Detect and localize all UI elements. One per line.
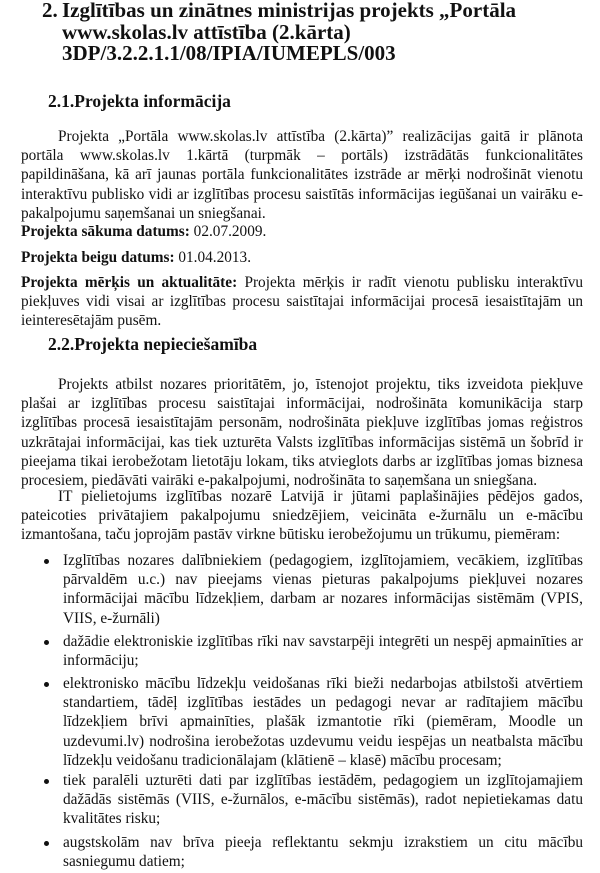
necessity-paragraph-1: Projekts atbilst nozares prioritātēm, jo, īstenojot projektu, tiks izveidota piekļuve plašai ar izglītības procesu saistītajai informācijai, nodrošināta komunikācija starp izglītības procesā iesaistītajām personām, nodrošināta piekļuve izglītības jomas reģistros uzkrātajai informācijai, kas tiek uzturēta Valsts izglītības informācijas sistēmā un šobrīd ir pieejama tikai ierobežotam lietotāju lokam, tiks atvieglots darbs ar izglītības jomas biznesa procesiem, piedāvāti vairāki e-pakalpojumi, nodrošināta to saņemšana un sniegšana. (21, 376, 583, 490)
heading-line-3: 3DP/3.2.2.1.1/08/IPIA/IUMEPLS/003 (62, 41, 396, 65)
heading-line-2: www.skolas.lv attīstība (2.kārta) (62, 19, 351, 44)
bullet-icon (44, 779, 49, 784)
section-2-2-title: 2.2.Projekta nepieciešamība (48, 334, 258, 354)
necessity-paragraph-2: IT pielietojums izglītības nozarē Latvijā ir jūtami paplašinājies pēdējos gados, pateicoties privātajiem pakalpojumu sniedzējiem, veicināta e-žurnālu un e-mācību izmantošana, taču joprojām pastāv virkne būtisku ierobežojumu un trūkumu, piemēram: (21, 488, 583, 544)
bullet-icon (44, 682, 49, 687)
project-start-date (21, 222, 583, 241)
section-2-1-title: 2.1.Projekta informācija (48, 91, 231, 111)
bullet-icon (44, 640, 49, 645)
heading-line-1: Izglītības un zinātnes ministrijas projekts „Portāla (62, 0, 517, 22)
goal-label: Projekta mērķis un aktualitāte: (21, 274, 238, 291)
list-item: augstskolām nav brīva pieeja reflektantu sekmju izrakstiem un citu mācību sasniegumu datiem; (63, 833, 583, 871)
list-item: dažādie elektroniskie izglītības rīki nav savstarpēji integrēti un nespēj apmainīties ar informāciju; (63, 632, 583, 670)
goal-value: Projekta mērķis ir radīt vienotu publisku interaktīvu piekļuves vidi visai ar izglītības procesu saistītajai informācijai procesā iesaistītajām un ieinteresētajām pusēm. (21, 274, 583, 330)
end-date-value: 01.04.2013. (174, 249, 252, 266)
project-goal (21, 273, 583, 331)
heading-number: 2. (42, 0, 58, 22)
bullet-icon (44, 841, 49, 846)
bullet-icon (44, 559, 49, 564)
main-heading (42, 0, 592, 65)
list-item: Izglītības nozares dalībniekiem (pedagogiem, izglītojamiem, vecākiem, izglītības pārvaldēm u.c.) nav pieejams vienas pieturas pakalpojums piekļuvei nozares informācijai mācību līdzekļiem, darbam ar nozares informācijas sistēmām (VPIS, VIIS, e-žurnāli) (63, 551, 583, 628)
start-date-label: Projekta sākuma datums: (21, 223, 190, 240)
end-date-label: Projekta beigu datums: (21, 249, 175, 266)
project-intro-paragraph: Projekta „Portāla www.skolas.lv attīstība (2.kārta)” realizācijas gaitā ir plānota portāla www.skolas.lv 1.kārtā (turpmāk – portāls) izstrādātās funkcionalitātes papildināšana, kā arī jaunas portāla funkcionalitātes izstrāde ar mērķi nodrošināt vienotu interaktīvu publisko vidi ar izglītības procesu saistītās informācijas iegūšanai un vairāku e-pakalpojumu saņemšanai un sniegšanai. (21, 128, 583, 222)
list-item: tiek paralēli uzturēti dati par izglītības iestādēm, pedagogiem un izglītojamajiem dažādās sistēmās (VIIS, e-žurnālos, e-mācību sistēmās), radot nepietiekamas datu kvalitātes risku; (63, 771, 583, 829)
list-item: elektronisko mācību līdzekļu veidošanas rīki bieži nedarbojas atbilstoši atvērtiem standartiem, tādēļ izglītības iestādes un pedagogi nevar ar radītajiem mācību līdzekļiem brīvi apmainīties, plašāk izmantotie rīki (piemēram, Moodle un uzdevumi.lv) nodrošina ierobežotas uzdevumu veidu iespējas un neatbalsta mācību līdzekļu veidošanu tradicionālajam (klātienē – klasē) mācību procesam; (63, 674, 583, 770)
project-end-date (21, 248, 583, 267)
start-date-value: 02.07.2009. (189, 223, 267, 240)
